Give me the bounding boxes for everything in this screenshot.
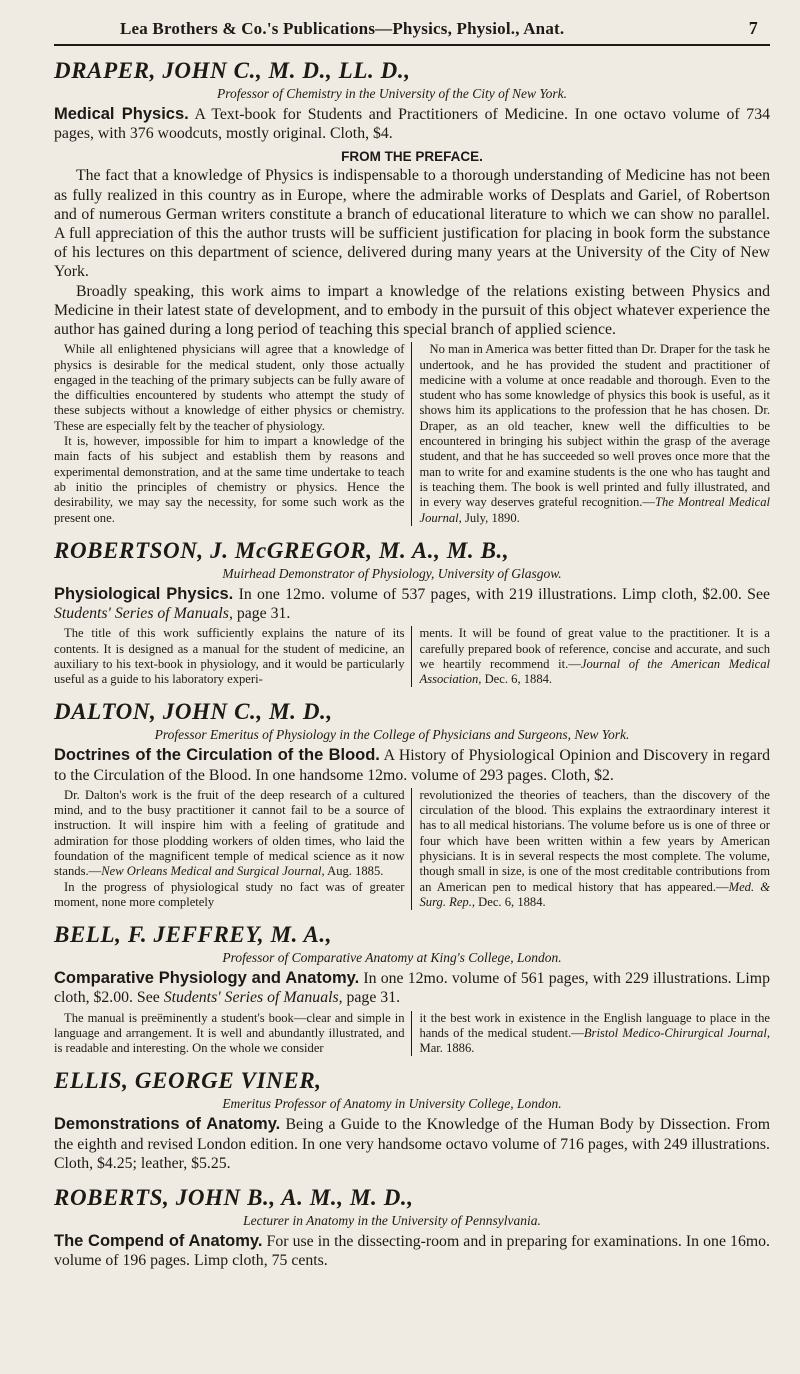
review-source: The Montreal Medical Journal, [419,495,770,525]
author-name: ROBERTSON, J. McGREGOR, M. A., M. B., [54,537,510,563]
review-source: New Orleans Medical and Surgical Journal, [101,864,325,879]
book-details: In one 12mo. volume of 537 pages, with 219 illustrations. Limp cloth, $2.00. See [238,585,770,603]
author-name: DRAPER, JOHN C., M. D., LL. D., [54,58,411,83]
review-left [54,1011,412,1057]
review-columns [54,788,770,910]
entry-robertson [54,538,770,688]
entry-bell [54,922,770,1056]
review-text: No man in America was better fitted than Dr. Draper for the task he undertook, and he has provided the student and practitioner of medicine with a volume at once readable and thorough. Even to the student who has some knowledge of physics this book is useful, as it shows him its applications to the profession that he has chosen. Dr. Draper, as an old teacher, knew well the difficulties to be encountered in bringing his subject within the grasp of the average student, and that he has succeeded so well proves once more that the man to write for and examine students is the one who has taught and is teaching them. The book is well printed and fully illustrated, and in every way deserves grateful recognition.— [419,342,770,510]
review-left [54,788,412,910]
book-details-end: page 31. [232,605,291,622]
entry-draper [54,58,770,526]
entry-ellis [54,1068,770,1173]
book-title: Doctrines of the Circulation of the Blood. [54,746,380,765]
review-left [54,626,412,687]
review-paragraph: The manual is preëminently a student's book—clear and simple in language and arrangement. It is well and abundantly illustrated, and is readable and interesting. On the whole we consider [54,1010,405,1056]
review-text: Dr. Dalton's work is the fruit of the deep research of a cultured mind, and to the busy practitioner it cannot fail to be a source of instruction. It will inspire him with a feeling of gratitude and admiration for those plodding workers of olden times, who laid the foundation of the magnificent temple of medical science as it now stands.— [54,787,405,879]
running-head [54,18,770,39]
review-paragraph: In the progress of physiological study no fact was of greater moment, none more completely [54,879,405,909]
review-left [54,342,412,526]
review-paragraph [420,1011,771,1057]
book-title: Demonstrations of Anatomy. [54,1115,281,1134]
author-role: Professor of Chemistry in the University of the City of New York. [217,86,567,101]
review-columns [54,626,770,687]
review-right [412,626,771,687]
preface-paragraph: Broadly speaking, this work aims to impart a knowledge of the relations existing between Physics and Medicine in their latest state of development, and to embody in the pursuit of this object whatever experience the author has gained during a long period of teaching this special branch of applied science. [54,282,770,339]
review-columns [54,342,770,526]
book-details: Being a Guide to the Knowledge of the Human Body by Dissection. From the eighth and revised London edition. In one very handsome octavo volume of 716 pages, with 249 illustrations. Cloth, $4.25; leather, $5.25. [54,1116,770,1172]
entry-roberts [54,1185,770,1270]
book-title: Comparative Physiology and Anatomy. [54,969,360,988]
book-details: A Text-book for Students and Practitioners of Medicine. In one octavo volume of 734 pages, with 376 woodcuts, mostly original. Cloth, $4. [54,106,770,143]
review-paragraph [420,626,771,687]
book-title: The Compend of Anatomy. [54,1232,263,1251]
author-role: Lecturer in Anatomy in the University of Pennsylvania. [243,1213,541,1229]
series-name: Students' Series of Manuals, [54,605,233,622]
review-paragraph: It is, however, impossible for him to impart a knowledge of the main facts of his subject and establish them by reasons and experimental demonstration, and at the same time undertake to teach ab initio the principles of chemistry or physics. Hence the desirability, we may say the necessity, for some such work as the present one. [54,434,405,525]
review-date: Dec. 6, 1884. [481,672,553,687]
book-title: Physiological Physics. [54,584,234,603]
author-role: Emeritus Professor of Anatomy in University College, London. [222,1096,562,1112]
review-date: July, 1890. [461,510,520,525]
book-description [54,585,770,623]
author-role: Muirhead Demonstrator of Physiology, University of Glasgow. [222,565,562,581]
author-name: ELLIS, GEORGE VINER, [54,1068,322,1094]
page-number: 7 [748,18,758,38]
preface-paragraph: The fact that a knowledge of Physics is indispensable to a thorough understanding of Medicine has not been as fully realized in this country as in Europe, where the admirable works of Desplats and Gariel, of Robertson and of numerous German writers constitute a branch of educational literature to which we can show no parallel. A full appreciation of this the author trusts will be sufficient justification for placing in book form the substance of his lectures on this department of science, delivered during many years at the University of the City of New York. [54,167,770,281]
book-description [54,746,770,784]
author-name: BELL, F. JEFFREY, M. A., [54,922,333,948]
review-paragraph [420,342,771,526]
review-paragraph [420,788,771,910]
review-right [412,342,771,526]
review-source: Journal of the American Medical Association, [419,656,771,687]
series-name: Students' Series of Manuals, [163,989,343,1007]
review-text: revolutionized the theories of teachers, than the discovery of the circulation of the blood. This explains the extraordinary interest it has to all medical historians. The volume before us is one of three or four which have been written within a few years by American physicians. It is in several respects the most complete. The volume, though small in size, is one of the most creditable contributions from an American pen to medical history that has appeared.— [419,787,770,894]
review-paragraph: While all enlightened physicians will agree that a knowledge of physics is desirable for the medical student, only those actually engaged in the teaching of the primary subjects can be fully aware of the difficulties encountered by students who attempt the study of these subjects without a knowledge of either physics or chemistry. These are especially felt by the teacher of physiology. [54,342,405,433]
review-text: ments. It will be found of great value to the practitioner. It is a carefully prepared book of reference, concise and accurate, and such we heartily recommend it.— [419,626,770,671]
review-date: Aug. 1885. [324,864,384,879]
preface-heading: FROM THE PREFACE. [341,149,483,165]
book-details: A History of Physiological Opinion and Discovery in regard to the Circulation of the Blood. In one handsome 12mo. volume of 293 pages. Cloth, $2. [54,747,771,784]
book-description [54,105,770,143]
author-role: Professor Emeritus of Physiology in the College of Physicians and Surgeons, New York. [154,727,630,743]
book-details: In one 12mo. volume of 561 pages, with 229 illustrations. Limp cloth, $2.00. See [54,970,770,1007]
review-source: Med. & Surg. Rep., [419,879,770,909]
author-name: DALTON, JOHN C., M. D., [54,699,333,725]
book-details-end: page 31. [342,989,401,1007]
author-role: Professor of Comparative Anatomy at King's College, London. [222,950,562,966]
review-source: Bristol Medico-Chirurgical Journal, [583,1025,770,1040]
book-description [54,1115,770,1173]
review-date: Mar. 1886. [419,1041,475,1056]
review-right [412,1011,771,1057]
entry-dalton [54,699,770,910]
running-head-title: Lea Brothers & Co.'s Publications—Physics, Physiol., Anat. [120,19,565,38]
review-date: Dec. 6, 1884. [475,894,546,909]
book-description [54,969,770,1007]
book-description [54,1232,770,1270]
header-rule [54,44,770,46]
review-columns [54,1011,770,1057]
book-details: For use in the dissecting-room and in preparing for examinations. In one 16mo. volume of 196 pages. Limp cloth, 75 cents. [54,1233,770,1270]
review-text: it the best work in existence in the English language to place in the hands of the medical student.— [419,1010,770,1040]
book-title: Medical Physics. [54,105,189,123]
review-right [412,788,771,910]
review-paragraph [54,788,405,880]
author-name: ROBERTS, JOHN B., A. M., M. D., [54,1185,414,1211]
review-paragraph: The title of this work sufficiently explains the nature of its contents. It is designed as a manual for the student of medicine, an auxiliary to his text-book in physiology, and it would be particularly useful as a guide to his laboratory experi- [54,626,405,687]
